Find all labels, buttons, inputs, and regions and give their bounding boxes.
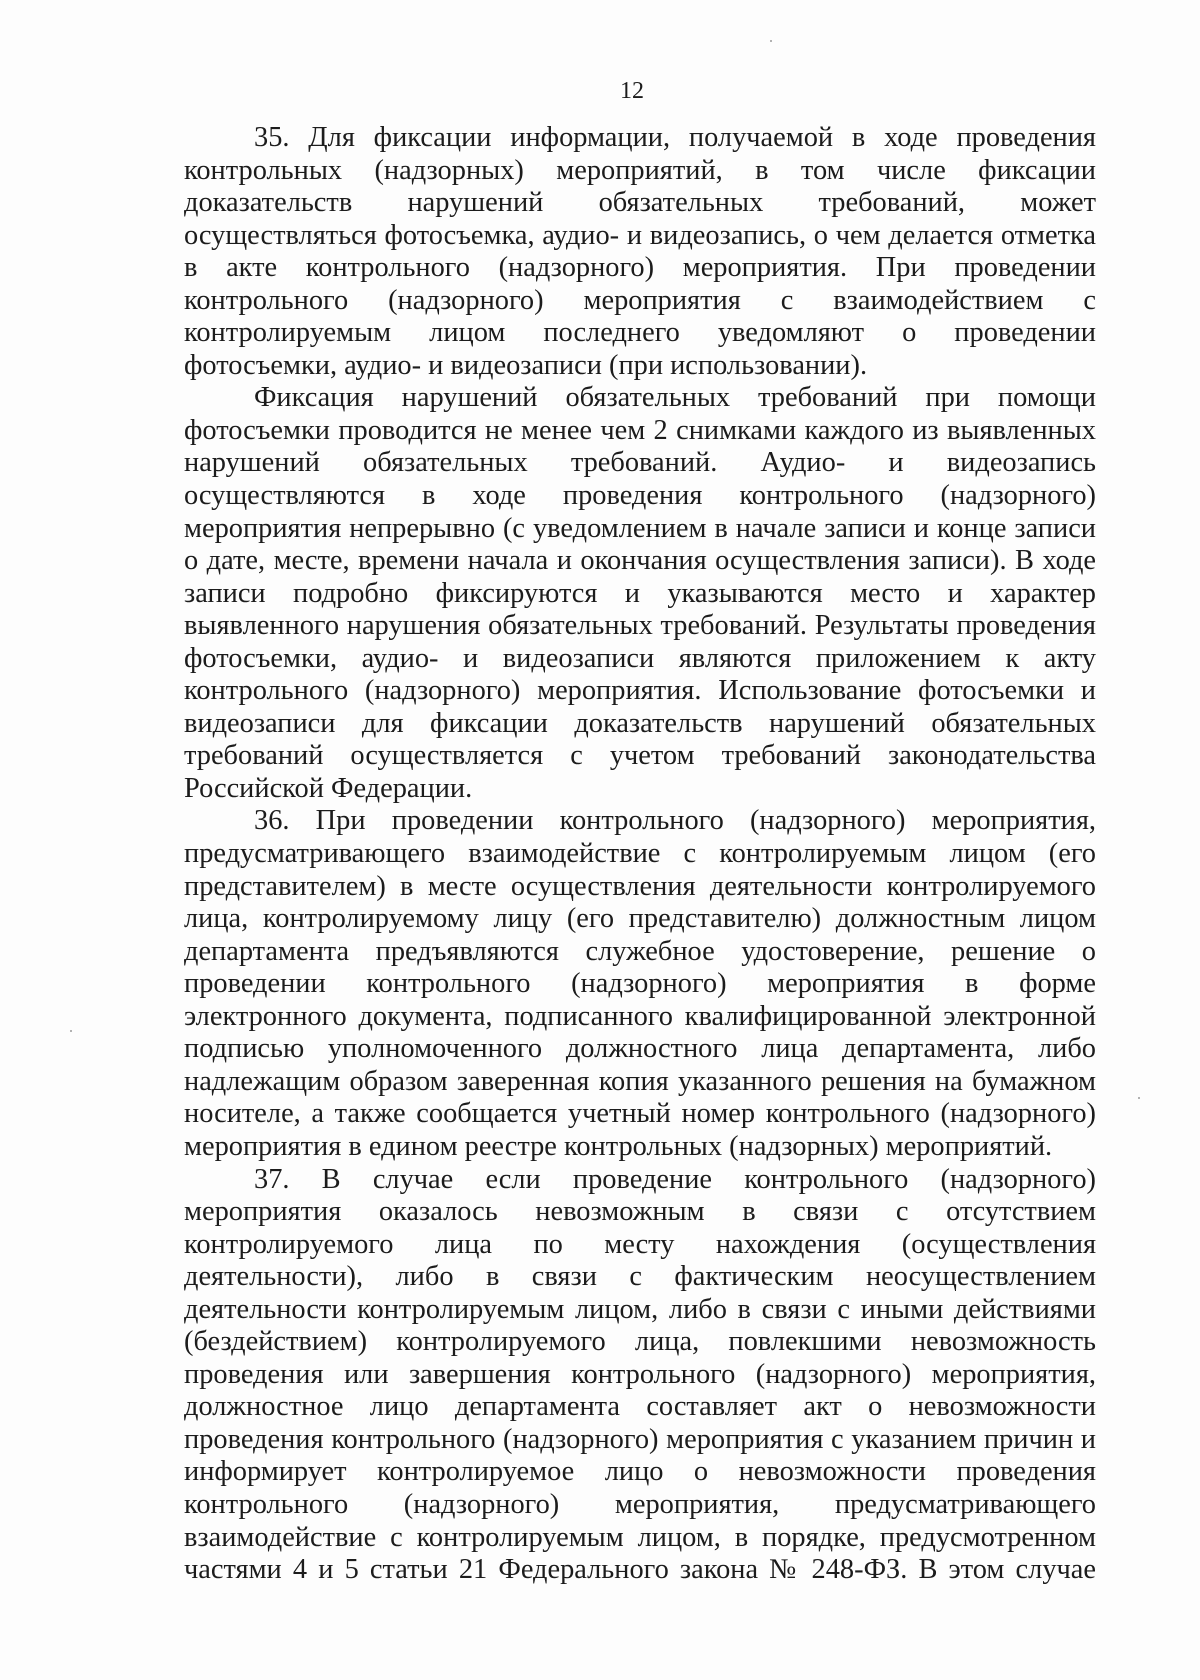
scan-speck <box>770 40 772 42</box>
scan-speck <box>1138 1097 1140 1099</box>
paragraph-37: 37. В случае если проведение контрольного (надзорного) мероприятия оказалось невозможным в связи с отсутствием контролируемого лица по месту нахождения (осуществления деятельности), либо в связи с фактическим неосуществлением деятельности контролируемым лицом, либо в связи с иными действиями (бездействием) контролируемого лица, повлекшими невозможность проведения или завершения контрольного (надзорного) мероприятия, должностное лицо департамента составляет акт о невозможности проведения контрольного (надзорного) мероприятия с указанием причин и информирует контролируемое лицо о невозможности проведения контрольного (надзорного) мероприятия, предусматривающего взаимодействие с контролируемым лицом, в порядке, предусмотренном частями 4 и 5 статьи 21 Федерального закона № 248-ФЗ. В этом случае <box>184 1163 1096 1586</box>
scan-speck <box>70 1030 72 1032</box>
page-number: 12 <box>620 78 644 104</box>
document-body <box>184 122 1096 1587</box>
paragraph-35: 35. Для фиксации информации, получаемой в ходе проведения контрольных (надзорных) мероприятий, в том числе фиксации доказательств нарушений обязательных требований, может осуществляться фотосъемка, аудио- и видеозапись, о чем делается отметка в акте контрольного (надзорного) мероприятия. При проведении контрольного (надзорного) мероприятия с взаимодействием с контролируемым лицом последнего уведомляют о проведении фотосъемки, аудио- и видеозаписи (при использовании). <box>184 122 1096 381</box>
paragraph-35-continued: Фиксация нарушений обязательных требований при помощи фотосъемки проводится не менее чем 2 снимками каждого из выявленных нарушений обязательных требований. Аудио- и видеозапись осуществляются в ходе проведения контрольного (надзорного) мероприятия непрерывно (с уведомлением в начале записи и конце записи о дате, месте, времени начала и окончания осуществления записи). В ходе записи подробно фиксируются и указываются место и характер выявленного нарушения обязательных требований. Результаты проведения фотосъемки, аудио- и видеозаписи являются приложением к акту контрольного (надзорного) мероприятия. Использование фотосъемки и видеозаписи для фиксации доказательств нарушений обязательных требований осуществляется с учетом требований законодательства Российской Федерации. <box>184 382 1096 804</box>
paragraph-36: 36. При проведении контрольного (надзорного) мероприятия, предусматривающего взаимодействие с контролируемым лицом (его представителем) в месте осуществления деятельности контролируемого лица, контролируемому лицу (его представителю) должностным лицом департамента предъявляются служебное удостоверение, решение о проведении контрольного (надзорного) мероприятия в форме электронного документа, подписанного квалифицированной электронной подписью уполномоченного должностного лица департамента, либо надлежащим образом заверенная копия указанного решения на бумажном носителе, а также сообщается учетный номер контрольного (надзорного) мероприятия в едином реестре контрольных (надзорных) мероприятий. <box>184 805 1096 1162</box>
